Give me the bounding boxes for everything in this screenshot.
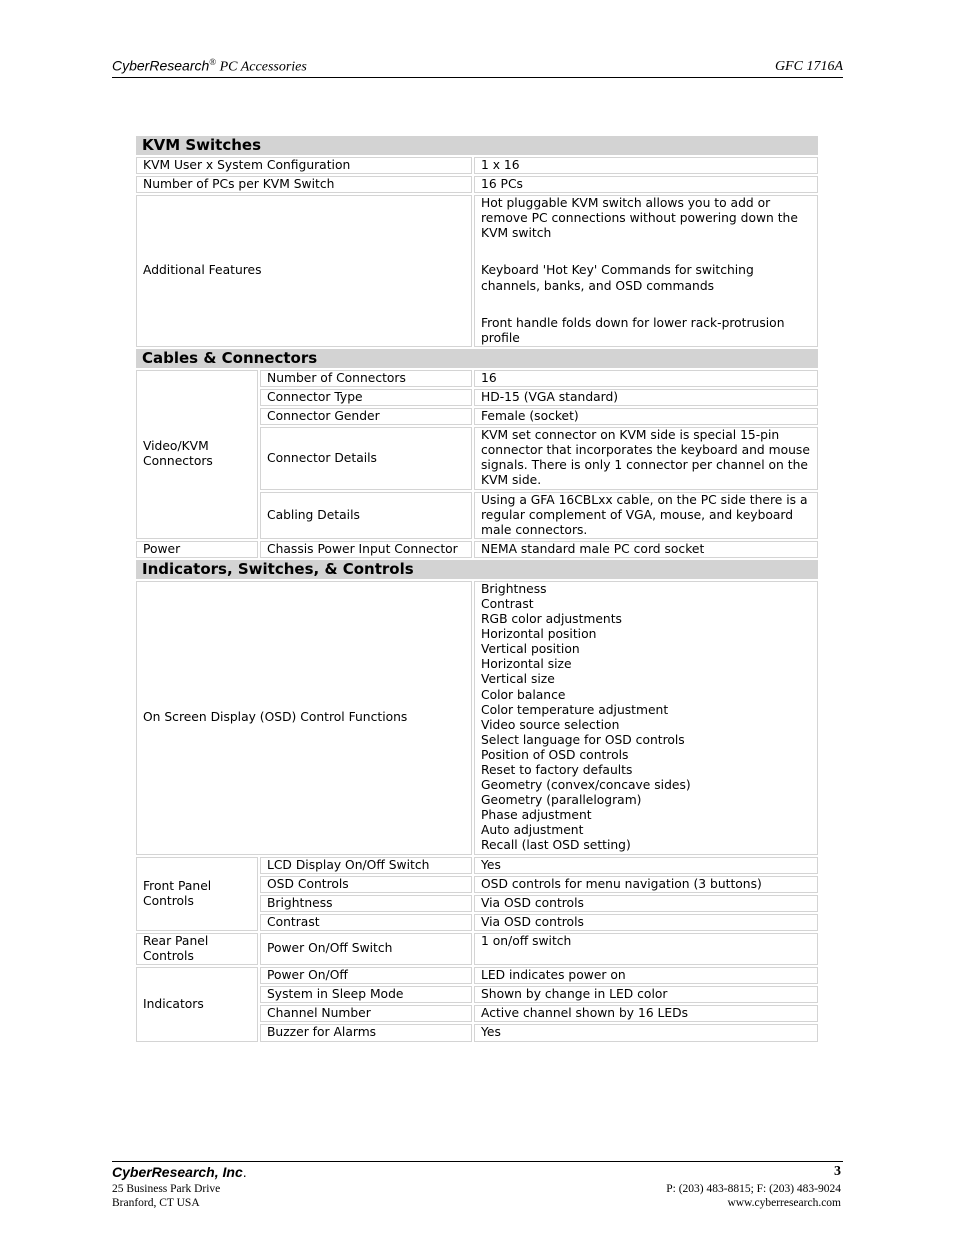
spec-label: OSD Controls	[260, 876, 472, 893]
spec-label: Power On/Off Switch	[260, 933, 472, 965]
page-header	[112, 52, 843, 78]
section-indicators-switches-controls	[136, 560, 818, 579]
list-item: Brightness	[481, 581, 547, 596]
footer-company-suffix: .	[242, 1164, 247, 1180]
footer-website: www.cyberresearch.com	[727, 1197, 841, 1209]
spec-label: Channel Number	[260, 1005, 472, 1022]
table-row	[136, 370, 818, 387]
group-label: Front Panel Controls	[136, 857, 258, 931]
spec-value: KVM set connector on KVM side is special 15-pin connector that incorporates the keyboard and mouse signals. There is only 1 connector per channel on the KVM side.	[474, 427, 818, 489]
list-item: Vertical size	[481, 672, 555, 687]
header-subtitle: PC Accessories	[219, 59, 307, 75]
spec-value: Using a GFA 16CBLxx cable, on the PC side there is a regular complement of VGA, mouse, and keyboard male connectors.	[474, 492, 818, 539]
spec-label: Connector Details	[260, 427, 472, 489]
section-title: Indicators, Switches, & Controls	[136, 560, 818, 579]
feature-item: Keyboard 'Hot Key' Commands for switching channels, banks, and OSD commands	[481, 263, 754, 293]
header-company: CyberResearch	[112, 57, 210, 74]
spec-value: Female (socket)	[474, 408, 818, 425]
list-item: RGB color adjustments	[481, 612, 622, 627]
spec-label: Cabling Details	[260, 492, 472, 539]
section-cables-connectors	[136, 349, 818, 368]
page-number: 3	[834, 1164, 841, 1179]
list-item: Geometry (convex/concave sides)	[481, 778, 691, 793]
spec-label: Connector Gender	[260, 408, 472, 425]
table-row	[136, 176, 818, 193]
list-item: Horizontal position	[481, 627, 597, 642]
spec-table	[134, 134, 820, 1044]
footer-company-name: CyberResearch, Inc	[112, 1164, 243, 1180]
spec-value: LED indicates power on	[474, 967, 818, 984]
section-title: KVM Switches	[136, 136, 818, 155]
list-item: Color temperature adjustment	[481, 702, 669, 717]
spec-value: OSD controls for menu navigation (3 buttons)	[474, 876, 818, 893]
list-item: Reset to factory defaults	[481, 763, 633, 777]
spec-label: On Screen Display (OSD) Control Functions	[136, 581, 472, 855]
footer-address-line-1: 25 Business Park Drive	[112, 1183, 221, 1195]
spec-value: Shown by change in LED color	[474, 986, 818, 1003]
spec-value: Active channel shown by 16 LEDs	[474, 1005, 818, 1022]
spec-value: HD-15 (VGA standard)	[474, 389, 818, 406]
section-title: Cables & Connectors	[136, 349, 818, 368]
table-row	[136, 857, 818, 874]
spec-label: Buzzer for Alarms	[260, 1024, 472, 1041]
group-label: Indicators	[136, 967, 258, 1041]
spec-label: System in Sleep Mode	[260, 986, 472, 1003]
registered-mark: ®	[209, 57, 217, 67]
table-row	[136, 541, 818, 558]
spec-label: Chassis Power Input Connector	[260, 541, 472, 558]
list-item: Position of OSD controls	[481, 747, 629, 762]
list-item: Auto adjustment	[481, 823, 584, 838]
list-item: Color balance	[481, 687, 566, 702]
list-item: Contrast	[481, 596, 534, 611]
list-item: Video source selection	[481, 717, 620, 732]
spec-value-features	[474, 195, 818, 347]
spec-value: Via OSD controls	[474, 895, 818, 912]
spec-label: Brightness	[260, 895, 472, 912]
spec-value: 1 x 16	[474, 157, 818, 174]
list-item: Geometry (parallelogram)	[481, 793, 642, 808]
spec-label: Number of Connectors	[260, 370, 472, 387]
table-row	[136, 933, 818, 965]
spec-label: KVM User x System Configuration	[136, 157, 472, 174]
group-label: Power	[136, 541, 258, 558]
spec-label: Power On/Off	[260, 967, 472, 984]
group-label: Rear Panel Controls	[136, 933, 258, 965]
spec-label: Connector Type	[260, 389, 472, 406]
spec-label: Contrast	[260, 914, 472, 931]
feature-item: Hot pluggable KVM switch allows you to add or remove PC connections without powering down the KVM switch	[481, 196, 798, 241]
list-item: Horizontal size	[481, 657, 572, 672]
table-row	[136, 195, 818, 347]
footer-phone-fax: P: (203) 483-8815; F: (203) 483-9024	[666, 1183, 841, 1195]
table-row	[136, 967, 818, 984]
list-item: Vertical position	[481, 642, 580, 657]
spec-value: Yes	[474, 857, 818, 874]
footer-company	[112, 1165, 247, 1179]
feature-item: Front handle folds down for lower rack-protrusion profile	[481, 315, 785, 345]
spec-value: Via OSD controls	[474, 914, 818, 931]
spec-label: LCD Display On/Off Switch	[260, 857, 472, 874]
spec-value: Yes	[474, 1024, 818, 1041]
section-kvm-switches	[136, 136, 818, 155]
footer-address-line-2: Branford, CT USA	[112, 1197, 200, 1209]
table-row	[136, 581, 818, 855]
spec-value: 16	[474, 370, 818, 387]
list-item: Select language for OSD controls	[481, 732, 685, 747]
spec-value: NEMA standard male PC cord socket	[474, 541, 818, 558]
header-brand	[112, 57, 307, 76]
osd-function-list	[474, 581, 818, 855]
spec-label: Additional Features	[136, 195, 472, 347]
group-label: Video/KVM Connectors	[136, 370, 258, 539]
spec-value: 1 on/off switch	[474, 933, 818, 965]
table-row	[136, 157, 818, 174]
header-model: GFC 1716A	[774, 59, 843, 74]
spec-value: 16 PCs	[474, 176, 818, 193]
page-footer	[112, 1161, 843, 1209]
list-item: Recall (last OSD setting)	[481, 838, 631, 853]
spec-label: Number of PCs per KVM Switch	[136, 176, 472, 193]
list-item: Phase adjustment	[481, 808, 592, 823]
